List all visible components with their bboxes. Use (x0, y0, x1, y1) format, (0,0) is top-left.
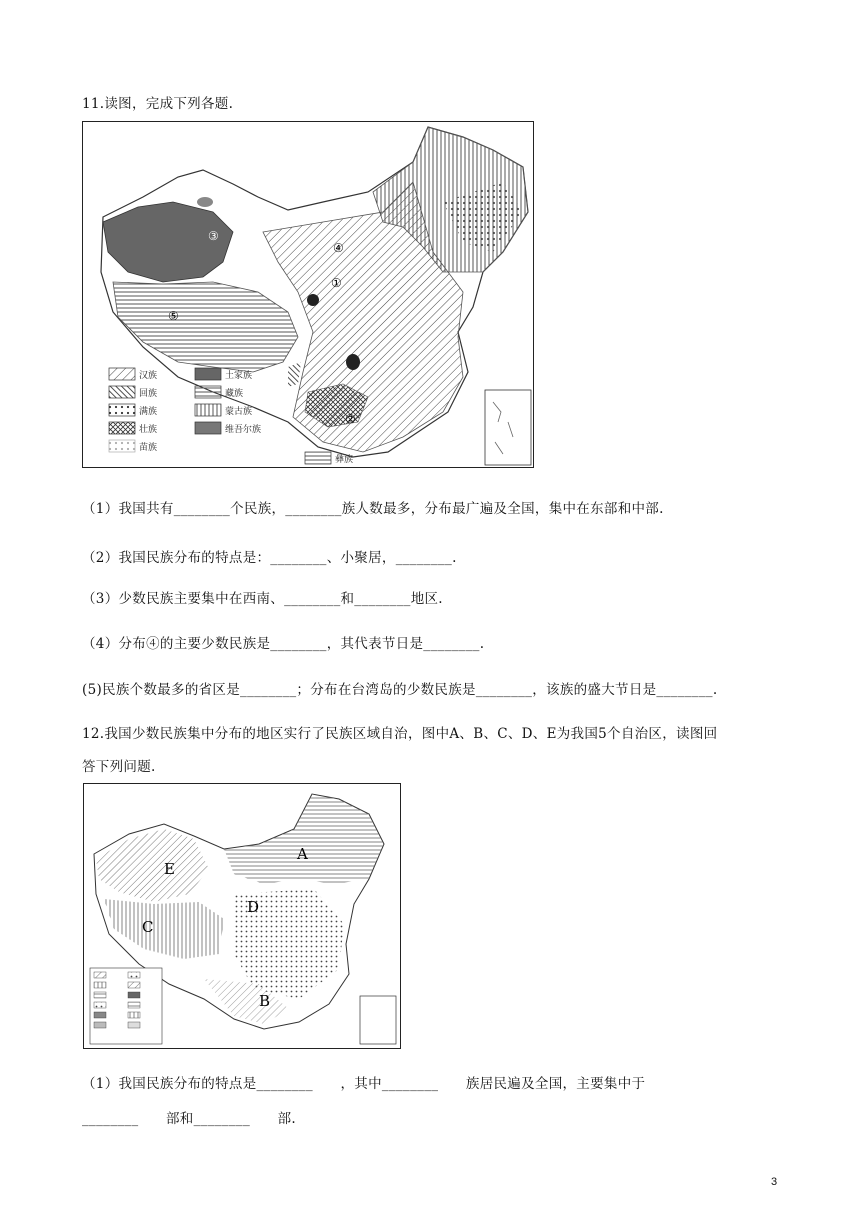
legend-label: 回族 (139, 389, 158, 399)
legend-label: 藏族 (225, 389, 244, 399)
legend-label: 汉族 (139, 371, 158, 381)
region-label-a: A (297, 845, 308, 863)
q12-question-1-line1: （1）我国民族分布的特点是________ ，其中________ 族居民遍及全国，主要集中于 (82, 1076, 646, 1092)
ethnic-distribution-map (82, 121, 534, 468)
q12-question-1-line2: ________ 部和________ 部. (82, 1111, 296, 1127)
region-label-e: E (164, 860, 175, 878)
legend-label: 蒙古族 (225, 407, 253, 417)
q12-title-line2: 答下列问题. (82, 759, 156, 775)
autonomous-regions-map (83, 783, 401, 1049)
q11-question-1: （1）我国共有________个民族，________族人数最多，分布最广遍及全国，集中在东部和中部. (82, 501, 664, 517)
q11-question-4: （4）分布④的主要少数民族是________，其代表节日是________. (82, 636, 485, 652)
map-marker-1: ① (331, 276, 342, 290)
map-marker-5: ⑤ (168, 309, 179, 323)
legend-label: 满族 (139, 407, 158, 417)
legend-label: 彝族 (335, 455, 354, 465)
map-2-legend (90, 968, 162, 1044)
legend-label: 土家族 (225, 371, 253, 381)
region-label-b: B (259, 992, 271, 1010)
legend-label: 壮族 (139, 425, 158, 435)
q11-title: 11.读图，完成下列各题. (82, 96, 234, 112)
map-marker-4: ④ (333, 241, 344, 255)
q12-title-line1: 12.我国少数民族集中分布的地区实行了民族区域自治，图中A、B、C、D、E为我国5个自治区，读图回 (82, 726, 718, 742)
page-number: 3 (771, 1176, 778, 1188)
map-marker-3: ③ (208, 229, 219, 243)
q11-question-3: （3）少数民族主要集中在西南、________和________地区. (82, 591, 443, 607)
map-2-svg (84, 784, 400, 1048)
q11-question-2: （2）我国民族分布的特点是：________、小聚居，________. (82, 550, 457, 566)
q11-question-5: (5)民族个数最多的省区是________；分布在台湾岛的少数民族是________，该族的盛大节日是________. (82, 682, 718, 698)
map-1-svg (83, 122, 533, 467)
map-marker-2: ② (345, 412, 356, 426)
legend-label: 维吾尔族 (225, 425, 262, 435)
region-label-d: D (247, 898, 260, 916)
region-label-c: C (142, 918, 154, 936)
legend-label: 苗族 (139, 443, 158, 453)
